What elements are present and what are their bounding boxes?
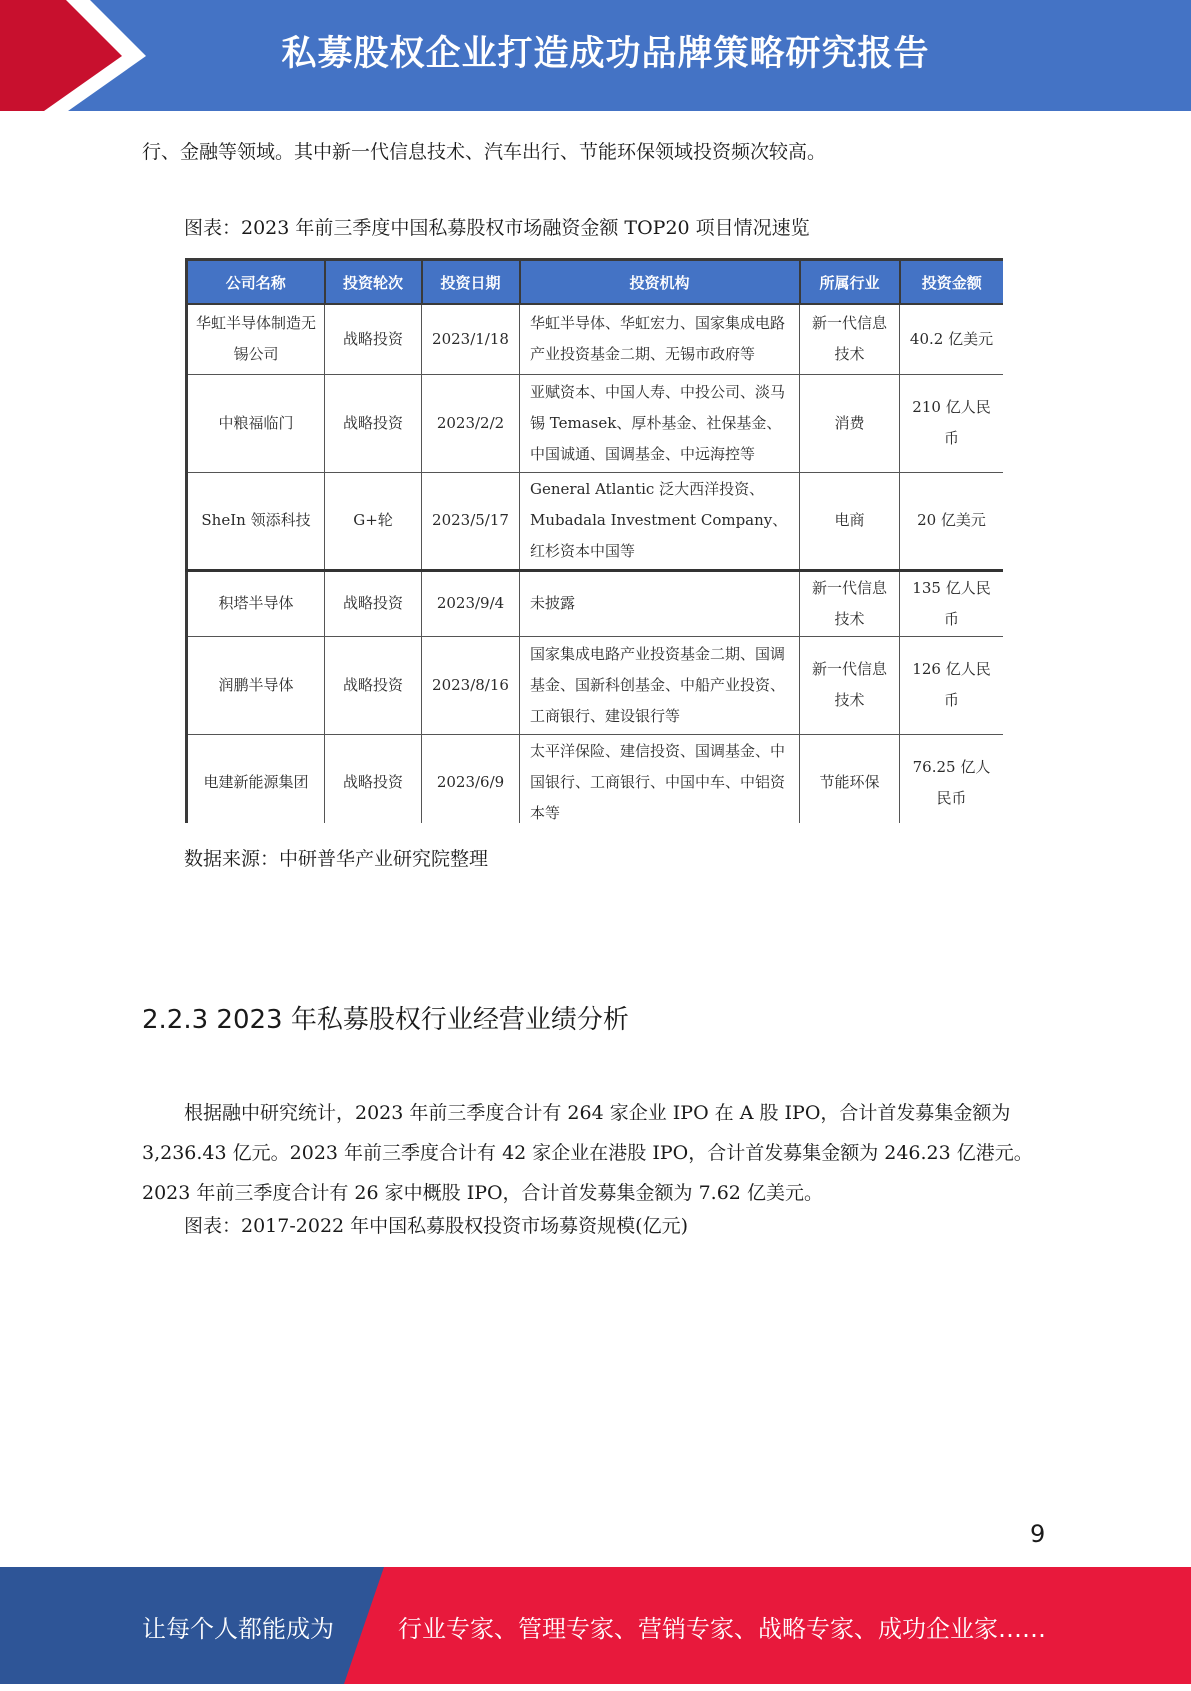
col-header: 公司名称 bbox=[187, 260, 325, 305]
footer-slogan-right: 行业专家、管理专家、营销专家、战略专家、成功企业家…… bbox=[398, 1615, 1046, 1643]
chart-caption: 图表：2017-2022 年中国私募股权投资市场募资规模(亿元) bbox=[184, 1215, 688, 1237]
cell-date: 2023/6/9 bbox=[422, 734, 520, 823]
col-header: 投资轮次 bbox=[325, 260, 422, 305]
table-row bbox=[187, 570, 1004, 636]
cell-industry: 新一代信息技术 bbox=[800, 304, 900, 374]
cell-amount: 20 亿美元 bbox=[900, 472, 1004, 570]
cell-industry: 电商 bbox=[800, 472, 900, 570]
cell-industry: 消费 bbox=[800, 374, 900, 472]
cell-investors: General Atlantic 泛大西洋投资、Mubadala Investment Company、红杉资本中国等 bbox=[520, 472, 800, 570]
cell-date: 2023/9/4 bbox=[422, 570, 520, 636]
cell-industry: 新一代信息技术 bbox=[800, 636, 900, 734]
cell-investors: 亚赋资本、中国人寿、中投公司、淡马锡 Temasek、厚朴基金、社保基金、中国诚通、国调基金、中远海控等 bbox=[520, 374, 800, 472]
cell-date: 2023/2/2 bbox=[422, 374, 520, 472]
cell-amount: 40.2 亿美元 bbox=[900, 304, 1004, 374]
cell-round: 战略投资 bbox=[325, 734, 422, 823]
cell-company: SheIn 领添科技 bbox=[187, 472, 325, 570]
page-footer bbox=[0, 1567, 1191, 1684]
cell-date: 2023/8/16 bbox=[422, 636, 520, 734]
table-caption: 图表：2023 年前三季度中国私募股权市场融资金额 TOP20 项目情况速览 bbox=[184, 217, 810, 239]
cell-amount: 76.25 亿人民币 bbox=[900, 734, 1004, 823]
cell-round: 战略投资 bbox=[325, 304, 422, 374]
section-heading: 2.2.3 2023 年私募股权行业经营业绩分析 bbox=[142, 1005, 629, 1035]
col-header: 所属行业 bbox=[800, 260, 900, 305]
table-row bbox=[187, 304, 1004, 374]
table-row bbox=[187, 472, 1004, 570]
cell-amount: 210 亿人民币 bbox=[900, 374, 1004, 472]
col-header: 投资日期 bbox=[422, 260, 520, 305]
cell-amount: 135 亿人民币 bbox=[900, 570, 1004, 636]
cell-round: 战略投资 bbox=[325, 636, 422, 734]
body-paragraph: 根据融中研究统计，2023 年前三季度合计有 264 家企业 IPO 在 A 股 IPO，合计首发募集金额为 3,236.43 亿元。2023 年前三季度合计有 42 家企业在港股 IPO，合计首发募集金额为 246.23 亿港元。2023 年前三季度合计有 26 家中概股 IPO，合计首发募集金额为 7.62 亿美元。 bbox=[142, 1102, 1033, 1204]
cell-industry: 新一代信息技术 bbox=[800, 570, 900, 636]
table-header-row bbox=[187, 260, 1004, 305]
table-source-note: 数据来源：中研普华产业研究院整理 bbox=[184, 848, 489, 870]
investment-table-container bbox=[185, 258, 1003, 823]
cell-investors: 华虹半导体、华虹宏力、国家集成电路产业投资基金二期、无锡市政府等 bbox=[520, 304, 800, 374]
table-row bbox=[187, 734, 1004, 823]
cell-round: 战略投资 bbox=[325, 570, 422, 636]
cell-company: 电建新能源集团 bbox=[187, 734, 325, 823]
intro-paragraph: 行、金融等领域。其中新一代信息技术、汽车出行、节能环保领域投资频次较高。 bbox=[142, 141, 827, 163]
cell-amount: 126 亿人民币 bbox=[900, 636, 1004, 734]
page-header bbox=[0, 0, 1191, 111]
col-header: 投资金额 bbox=[900, 260, 1004, 305]
cell-round: 战略投资 bbox=[325, 374, 422, 472]
cell-company: 中粮福临门 bbox=[187, 374, 325, 472]
cell-industry: 节能环保 bbox=[800, 734, 900, 823]
footer-slogan-left: 让每个人都能成为 bbox=[142, 1615, 334, 1643]
cell-investors: 太平洋保险、建信投资、国调基金、中国银行、工商银行、中国中车、中铝资本等 bbox=[520, 734, 800, 823]
table-row bbox=[187, 374, 1004, 472]
cell-company: 华虹半导体制造无锡公司 bbox=[187, 304, 325, 374]
col-header: 投资机构 bbox=[520, 260, 800, 305]
cell-date: 2023/1/18 bbox=[422, 304, 520, 374]
cell-round: G+轮 bbox=[325, 472, 422, 570]
table-row bbox=[187, 636, 1004, 734]
investment-table bbox=[185, 258, 1003, 823]
cell-investors: 未披露 bbox=[520, 570, 800, 636]
cell-date: 2023/5/17 bbox=[422, 472, 520, 570]
report-title: 私募股权企业打造成功品牌策略研究报告 bbox=[281, 34, 930, 74]
cell-company: 积塔半导体 bbox=[187, 570, 325, 636]
cell-company: 润鹏半导体 bbox=[187, 636, 325, 734]
cell-investors: 国家集成电路产业投资基金二期、国调基金、国新科创基金、中船产业投资、工商银行、建设银行等 bbox=[520, 636, 800, 734]
page-number: 9 bbox=[1030, 1520, 1046, 1548]
